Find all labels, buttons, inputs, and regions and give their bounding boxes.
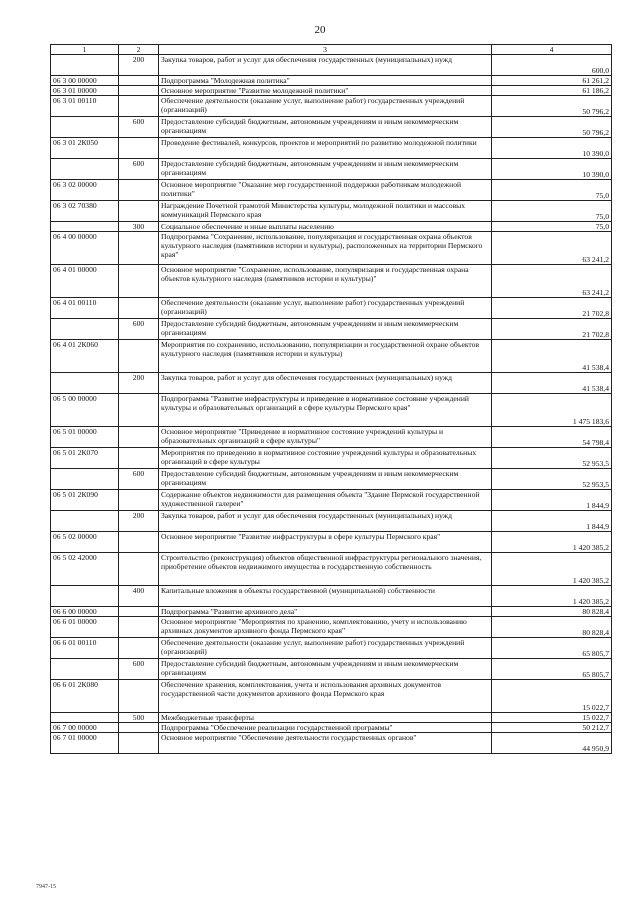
row-code: 06 6 01 00110 <box>51 638 119 659</box>
row-expense-type <box>119 394 159 427</box>
row-name: Основное мероприятие "Оказание мер государственной поддержки работникам молодежной политики" <box>159 180 492 201</box>
table-row <box>51 96 612 117</box>
row-expense-type <box>119 232 159 265</box>
row-amount: 61 261,2 <box>492 76 612 86</box>
row-code: 06 5 01 2К090 <box>51 490 119 511</box>
row-amount: 50 796,2 <box>492 117 612 138</box>
row-name: Закупка товаров, работ и услуг для обеспечения государственных (муниципальных) нужд <box>159 511 492 532</box>
row-amount: 41 538,4 <box>492 340 612 373</box>
budget-table <box>50 44 612 754</box>
row-code <box>51 586 119 607</box>
row-name: Подпрограмма "Развитие инфраструктуры и приведение в нормативное состояние учреждений культуры и образовательных организаций в сфере культуры Пермского края" <box>159 394 492 427</box>
row-name: Предоставление субсидий бюджетным, автономным учреждениям и иным некоммерческим организациям <box>159 659 492 680</box>
row-name: Капитальные вложения в объекты государственной (муниципальной) собственности <box>159 586 492 607</box>
row-expense-type <box>119 265 159 298</box>
table-row <box>51 490 612 511</box>
table-row <box>51 638 612 659</box>
row-expense-type: 200 <box>119 511 159 532</box>
row-expense-type: 600 <box>119 319 159 340</box>
row-amount: 15 022,7 <box>492 680 612 713</box>
row-expense-type <box>119 86 159 96</box>
row-expense-type <box>119 617 159 638</box>
table-row <box>51 607 612 617</box>
table-row <box>51 469 612 490</box>
row-code: 06 4 00 00000 <box>51 232 119 265</box>
table-row <box>51 713 612 723</box>
row-expense-type: 600 <box>119 159 159 180</box>
row-code: 06 3 00 00000 <box>51 76 119 86</box>
row-name: Предоставление субсидий бюджетным, автономным учреждениям и иным некоммерческим организациям <box>159 159 492 180</box>
table-row <box>51 373 612 394</box>
row-amount: 10 390,0 <box>492 138 612 159</box>
row-expense-type: 400 <box>119 586 159 607</box>
row-amount: 50 212,7 <box>492 723 612 733</box>
row-code <box>51 319 119 340</box>
header-row <box>51 45 612 55</box>
row-code: 06 6 01 2К080 <box>51 680 119 713</box>
row-code <box>51 713 119 723</box>
row-amount: 1 420 385,2 <box>492 532 612 553</box>
table-row <box>51 201 612 222</box>
table-row <box>51 265 612 298</box>
row-amount: 44 950,9 <box>492 733 612 754</box>
row-name: Мероприятия по приведению в нормативное состояние учреждений культуры и образовательных организаций в сфере культуры <box>159 448 492 469</box>
row-amount: 63 241,2 <box>492 232 612 265</box>
row-code: 06 3 02 00000 <box>51 180 119 201</box>
row-amount: 80 828,4 <box>492 607 612 617</box>
row-expense-type <box>119 490 159 511</box>
row-expense-type: 500 <box>119 713 159 723</box>
table-row <box>51 298 612 319</box>
row-expense-type <box>119 76 159 86</box>
row-code: 06 5 01 2К070 <box>51 448 119 469</box>
page-number: 20 <box>314 24 326 36</box>
table-row <box>51 553 612 586</box>
table-row <box>51 222 612 232</box>
row-expense-type <box>119 553 159 586</box>
table-row <box>51 117 612 138</box>
row-code: 06 3 01 00110 <box>51 96 119 117</box>
table-row <box>51 680 612 713</box>
row-amount: 54 798,4 <box>492 427 612 448</box>
table-row <box>51 511 612 532</box>
row-name: Закупка товаров, работ и услуг для обеспечения государственных (муниципальных) нужд <box>159 55 492 76</box>
row-amount: 75,0 <box>492 201 612 222</box>
row-code: 06 4 01 00000 <box>51 265 119 298</box>
row-amount: 65 805,7 <box>492 659 612 680</box>
row-name: Награждение Почетной грамотой Министерства культуры, молодежной политики и массовых коммуникаций Пермского края <box>159 201 492 222</box>
table-row <box>51 617 612 638</box>
row-expense-type <box>119 607 159 617</box>
table-row <box>51 86 612 96</box>
row-name: Содержание объектов недвижимости для размещения объекта "Здание Пермской государственной художественной галереи" <box>159 490 492 511</box>
row-amount: 1 420 385,2 <box>492 586 612 607</box>
header-col-2: 2 <box>119 45 159 55</box>
row-code: 06 5 02 00000 <box>51 532 119 553</box>
row-code <box>51 222 119 232</box>
row-amount: 1 844,9 <box>492 490 612 511</box>
row-name: Основное мероприятие "Сохранение, использование, популяризация и государственная охрана объектов культурного наследия (памятников истории и культуры)" <box>159 265 492 298</box>
row-expense-type <box>119 733 159 754</box>
row-name: Закупка товаров, работ и услуг для обеспечения государственных (муниципальных) нужд <box>159 373 492 394</box>
table-row <box>51 586 612 607</box>
row-expense-type: 600 <box>119 117 159 138</box>
row-code <box>51 373 119 394</box>
row-name: Подпрограмма "Развитие архивного дела" <box>159 607 492 617</box>
header-col-4: 4 <box>492 45 612 55</box>
row-amount: 10 390,0 <box>492 159 612 180</box>
row-code <box>51 55 119 76</box>
row-code: 06 6 00 00000 <box>51 607 119 617</box>
row-amount: 75,0 <box>492 222 612 232</box>
row-amount: 600,0 <box>492 55 612 76</box>
row-name: Обеспечение деятельности (оказание услуг, выполнение работ) государственных учреждений (организаций) <box>159 96 492 117</box>
row-expense-type <box>119 138 159 159</box>
row-amount: 50 796,2 <box>492 96 612 117</box>
table-row <box>51 394 612 427</box>
table-row <box>51 723 612 733</box>
document-footer-code: 7947-15 <box>36 884 56 890</box>
row-amount: 21 702,8 <box>492 298 612 319</box>
row-code: 06 7 01 00000 <box>51 733 119 754</box>
row-expense-type: 600 <box>119 469 159 490</box>
row-name: Предоставление субсидий бюджетным, автономным учреждениям и иным некоммерческим организациям <box>159 117 492 138</box>
row-name: Основное мероприятие "Обеспечение деятельности государственных органов" <box>159 733 492 754</box>
row-expense-type <box>119 680 159 713</box>
table-row <box>51 55 612 76</box>
row-name: Предоставление субсидий бюджетным, автономным учреждениям и иным некоммерческим организациям <box>159 319 492 340</box>
row-name: Строительство (реконструкция) объектов общественной инфраструктуры регионального значения, приобретение объектов недвижимого имущества в государственную собственность <box>159 553 492 586</box>
table-row <box>51 532 612 553</box>
row-code: 06 5 00 00000 <box>51 394 119 427</box>
table-row <box>51 733 612 754</box>
row-amount: 63 241,2 <box>492 265 612 298</box>
row-code: 06 3 01 00000 <box>51 86 119 96</box>
row-amount: 1 420 385,2 <box>492 553 612 586</box>
row-name: Межбюджетные трансферты <box>159 713 492 723</box>
row-expense-type <box>119 427 159 448</box>
row-expense-type: 200 <box>119 55 159 76</box>
row-code: 06 4 01 2К060 <box>51 340 119 373</box>
header-col-3: 3 <box>159 45 492 55</box>
row-name: Предоставление субсидий бюджетным, автономным учреждениям и иным некоммерческим организациям <box>159 469 492 490</box>
row-expense-type <box>119 96 159 117</box>
row-name: Основное мероприятие "Развитие инфраструктуры в сфере культуры Пермского края" <box>159 532 492 553</box>
row-expense-type: 600 <box>119 659 159 680</box>
row-name: Основное мероприятие "Приведение в нормативное состояние учреждений культуры и образовательных организаций в сфере культуры" <box>159 427 492 448</box>
row-amount: 1 844,9 <box>492 511 612 532</box>
row-expense-type <box>119 340 159 373</box>
row-amount: 61 186,2 <box>492 86 612 96</box>
row-amount: 52 953,5 <box>492 448 612 469</box>
row-code: 06 5 02 42000 <box>51 553 119 586</box>
row-amount: 21 702,8 <box>492 319 612 340</box>
row-expense-type <box>119 532 159 553</box>
row-name: Основное мероприятие "Мероприятия по хранению, комплектованию, учету и использованию архивных документов архивного фонда Пермского края" <box>159 617 492 638</box>
table-row <box>51 427 612 448</box>
row-name: Обеспечение деятельности (оказание услуг, выполнение работ) государственных учреждений (организаций) <box>159 638 492 659</box>
row-name: Подпрограмма "Обеспечение реализации государственной программы" <box>159 723 492 733</box>
row-amount: 75,0 <box>492 180 612 201</box>
row-name: Проведение фестивалей, конкурсов, проектов и мероприятий по развитию молодежной политики <box>159 138 492 159</box>
row-expense-type <box>119 201 159 222</box>
row-code <box>51 659 119 680</box>
row-amount: 65 805,7 <box>492 638 612 659</box>
table-row <box>51 340 612 373</box>
row-code: 06 3 02 70380 <box>51 201 119 222</box>
row-name: Обеспечение хранения, комплектования, учета и использования архивных документов государственной части документов архивного фонда Пермского края <box>159 680 492 713</box>
row-name: Социальное обеспечение и иные выплаты населению <box>159 222 492 232</box>
row-expense-type: 200 <box>119 373 159 394</box>
row-code: 06 3 01 2К050 <box>51 138 119 159</box>
row-code: 06 4 01 00110 <box>51 298 119 319</box>
table-row <box>51 76 612 86</box>
row-code <box>51 511 119 532</box>
row-expense-type <box>119 448 159 469</box>
table-row <box>51 180 612 201</box>
row-code: 06 5 01 00000 <box>51 427 119 448</box>
row-name: Подпрограмма "Сохранение, использование, популяризация и государственная охрана объектов культурного наследия (памятников истории и культуры), расположенных на территории Пермского края" <box>159 232 492 265</box>
row-expense-type <box>119 298 159 319</box>
row-amount: 41 538,4 <box>492 373 612 394</box>
row-expense-type <box>119 180 159 201</box>
row-amount: 15 022,7 <box>492 713 612 723</box>
row-expense-type: 300 <box>119 222 159 232</box>
table-row <box>51 232 612 265</box>
header-col-1: 1 <box>51 45 119 55</box>
table-row <box>51 138 612 159</box>
row-code: 06 6 01 00000 <box>51 617 119 638</box>
row-name: Мероприятия по сохранению, использованию, популяризации и государственной охране объектов культурного наследия (памятников истории и культуры) <box>159 340 492 373</box>
row-amount: 80 828,4 <box>492 617 612 638</box>
row-name: Обеспечение деятельности (оказание услуг, выполнение работ) государственных учреждений (организаций) <box>159 298 492 319</box>
row-amount: 1 475 183,6 <box>492 394 612 427</box>
table-row <box>51 659 612 680</box>
row-code <box>51 117 119 138</box>
row-code <box>51 159 119 180</box>
row-expense-type <box>119 723 159 733</box>
row-code: 06 7 00 00000 <box>51 723 119 733</box>
row-amount: 52 953,5 <box>492 469 612 490</box>
row-expense-type <box>119 638 159 659</box>
row-name: Основное мероприятие "Развитие молодежной политики" <box>159 86 492 96</box>
row-name: Подпрограмма "Молодежная политика" <box>159 76 492 86</box>
row-code <box>51 469 119 490</box>
table-row <box>51 448 612 469</box>
table-row <box>51 159 612 180</box>
table-row <box>51 319 612 340</box>
